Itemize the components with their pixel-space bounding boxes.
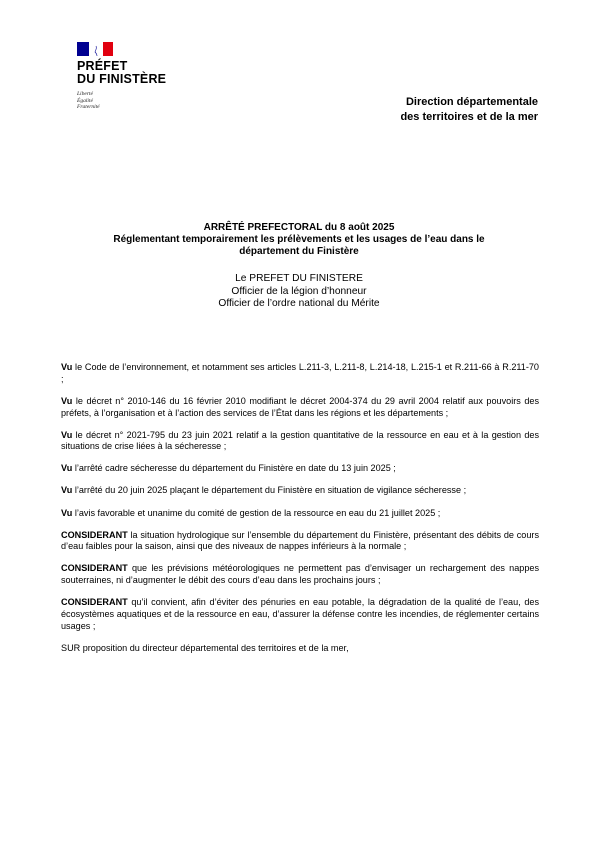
considering-paragraph [61, 597, 539, 632]
decree-title-line-3: département du Finistère [239, 246, 359, 257]
recital-text: l’arrêté du 20 juin 2025 plaçant le département du Finistère en situation de vigilance sécheresse ; [72, 485, 467, 496]
decree-title-line-1: ARRÊTÉ PREFECTORAL du 8 août 2025 [203, 222, 395, 233]
logo-line-finistere: DU FINISTÈRE [77, 72, 167, 86]
recital-text: l’arrêté cadre sécheresse du département du Finistère en date du 13 juin 2025 ; [72, 463, 396, 474]
recital-keyword: Vu [61, 463, 73, 474]
recital-keyword: Vu [61, 507, 73, 518]
considering-text: la situation hydrologique sur l’ensemble du département du Finistère, présentant des débits de cours d’eau faibles pour la saison, ainsi que des niveaux de nappes inférieurs à la normale ; [61, 529, 539, 552]
decree-title-line-2: Réglementant temporairement les prélèvements et les usages de l’eau dans le [113, 234, 485, 245]
considering-text: qu’il convient, afin d’éviter des pénuries en eau potable, la dégradation de la qualité de l’eau, des écosystèmes aquatiques et de la ressource en eau, d’assurer la défense contre les incendies, de réglementer certains usages ; [61, 597, 539, 631]
recital-text: le Code de l’environnement, et notamment ses articles L.211-3, L.211-8, L.214-18, L.215-1 et R.211-66 à R.211-70 ; [61, 362, 539, 384]
considering-text: que les prévisions météorologiques ne permettent pas d’envisager un rechargement des nappes souterraines, ni d’augmenter le débit des cours d’eau dans les prochains jours ; [61, 563, 539, 586]
prefect-titles [60, 273, 538, 311]
direction-line-2: des territoires et de la mer [400, 111, 538, 123]
motto-egalite: Égalité [77, 97, 93, 104]
proposal-paragraph [61, 643, 539, 655]
decree-title [60, 222, 538, 258]
recital-paragraph [61, 362, 539, 385]
logo-line-prefet: PRÉFET [77, 59, 128, 73]
recital-text: le décret n° 2010-146 du 16 février 2010 modifiant le décret 2004-374 du 29 avril 2004 relatif aux pouvoirs des préfets, à l’organisation et à l’action des services de l’État dans les régions et les départements ; [61, 395, 539, 418]
motto-liberte: Liberté [77, 91, 93, 97]
prefect-line-2: Officier de la légion d’honneur [231, 285, 367, 297]
logo-title [77, 60, 197, 86]
recital-keyword: Vu [61, 395, 73, 406]
recital-paragraph [61, 485, 539, 497]
recital-paragraph [61, 396, 539, 419]
recital-paragraph [61, 463, 539, 475]
recital-text: l’avis favorable et unanime du comité de gestion de la ressource en eau du 21 juillet 2025 ; [72, 507, 441, 518]
issuing-direction [400, 95, 538, 125]
prefecture-logo [77, 42, 197, 111]
recital-keyword: Vu [61, 362, 73, 372]
decree-body [61, 362, 539, 665]
republic-motto [77, 91, 197, 111]
recital-paragraph [61, 508, 539, 520]
considering-paragraph [61, 530, 539, 553]
recital-text: le décret n° 2021-795 du 23 juin 2021 relatif a la gestion quantitative de la ressource en eau et à la gestion des situations de crise liées à la sécheresse ; [61, 429, 539, 452]
recital-keyword: Vu [61, 485, 73, 496]
prefect-line-1: Le PREFET DU FINISTERE [235, 273, 363, 284]
recital-paragraph [61, 430, 539, 453]
direction-line-1: Direction départementale [405, 96, 538, 108]
considering-paragraph [61, 563, 539, 586]
considering-keyword: CONSIDERANT [61, 529, 128, 540]
proposal-text: SUR proposition du directeur départemental des territoires et de la mer, [61, 642, 349, 653]
republic-flag-icon [77, 42, 113, 56]
prefect-line-3: Officier de l’ordre national du Mérite [218, 298, 380, 309]
motto-fraternite: Fraternité [77, 104, 100, 110]
considering-keyword: CONSIDERANT [61, 597, 128, 608]
considering-keyword: CONSIDERANT [61, 563, 128, 574]
marianne-profile-icon [87, 42, 103, 56]
recital-keyword: Vu [61, 429, 73, 440]
